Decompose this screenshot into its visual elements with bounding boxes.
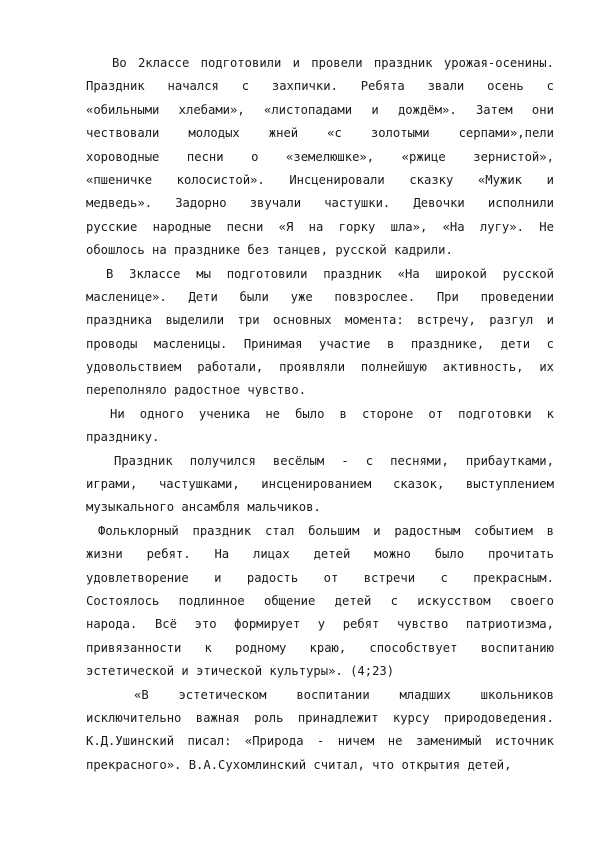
word: масленице». bbox=[86, 289, 167, 304]
word: родному bbox=[235, 640, 287, 655]
word: в bbox=[546, 523, 554, 538]
word: чувство. bbox=[247, 383, 307, 398]
word: празднику. bbox=[86, 430, 160, 445]
word: Ни bbox=[110, 406, 125, 421]
text-line bbox=[86, 216, 554, 239]
word: встречи bbox=[363, 570, 416, 585]
word: и bbox=[292, 56, 300, 70]
word: на bbox=[152, 243, 167, 258]
word: удовольствием bbox=[86, 360, 182, 375]
text-line bbox=[86, 309, 554, 332]
word: чествовали bbox=[86, 126, 160, 141]
text-line bbox=[86, 403, 554, 426]
word: искусством bbox=[417, 593, 491, 608]
text-line bbox=[86, 707, 554, 730]
word: Праздник bbox=[114, 453, 173, 468]
word: эстетическом bbox=[178, 687, 267, 702]
word: к bbox=[204, 640, 212, 655]
word: русской bbox=[502, 266, 554, 281]
word: медведь». bbox=[86, 196, 153, 211]
word: краю, bbox=[309, 640, 347, 655]
word: русские bbox=[86, 219, 138, 234]
word: встречу, bbox=[417, 313, 476, 328]
word: что bbox=[372, 757, 395, 772]
word: младших bbox=[399, 687, 451, 702]
word: с bbox=[241, 79, 250, 94]
word: Не bbox=[539, 219, 554, 234]
word: 2классе bbox=[137, 56, 190, 70]
text-line bbox=[86, 590, 554, 613]
word: Принимая bbox=[243, 336, 303, 351]
document-body bbox=[86, 52, 554, 777]
word: детей bbox=[334, 593, 372, 608]
word: «земелюшке», bbox=[286, 149, 375, 164]
text-line bbox=[86, 169, 554, 192]
word: «обильными bbox=[86, 102, 160, 117]
word: песни bbox=[226, 219, 264, 234]
word: без bbox=[247, 243, 270, 258]
word: Состоялось bbox=[86, 593, 160, 608]
word: золотыми bbox=[370, 126, 430, 141]
word: Инсценировали bbox=[289, 172, 385, 187]
word: этической bbox=[196, 664, 263, 679]
word: эстетической bbox=[86, 664, 175, 679]
word: праздника bbox=[86, 313, 153, 328]
word: ничем bbox=[337, 734, 375, 749]
word: Задорно bbox=[175, 196, 227, 211]
word: радость bbox=[246, 570, 299, 585]
word: «Я bbox=[278, 219, 294, 234]
paragraph bbox=[86, 52, 554, 263]
word: уже bbox=[290, 289, 313, 304]
word: детей, bbox=[467, 757, 512, 772]
word: «листопадами bbox=[263, 102, 353, 117]
word: дети bbox=[500, 336, 531, 351]
text-line bbox=[86, 75, 554, 98]
word: русской bbox=[335, 243, 387, 258]
word: (4;23) bbox=[350, 664, 395, 679]
word: источник bbox=[495, 734, 554, 749]
word: серпами»,пели bbox=[458, 126, 554, 141]
word: полнейшую bbox=[360, 360, 427, 375]
word: с bbox=[365, 453, 374, 468]
word: - bbox=[316, 734, 325, 749]
word: частушками, bbox=[158, 477, 240, 492]
word: ученика bbox=[198, 406, 251, 421]
word: и bbox=[546, 313, 554, 328]
text-line bbox=[86, 637, 554, 660]
word: инсценированием bbox=[261, 477, 372, 492]
word: лугу». bbox=[479, 219, 524, 234]
word: важная bbox=[195, 710, 240, 725]
word: молодых bbox=[188, 126, 240, 141]
word: «Природа bbox=[244, 734, 304, 749]
word: событием bbox=[474, 523, 533, 538]
text-line bbox=[86, 473, 554, 496]
word: исполнили bbox=[487, 196, 554, 211]
word: праздник bbox=[323, 266, 382, 281]
word: народные bbox=[152, 219, 212, 234]
word: музыкального bbox=[86, 500, 175, 515]
word: колосистой». bbox=[176, 172, 265, 187]
word: прочитать bbox=[487, 547, 554, 562]
word: основных bbox=[272, 313, 332, 328]
word: обошлось bbox=[86, 243, 145, 258]
word: с bbox=[546, 336, 554, 351]
word: и bbox=[371, 102, 379, 117]
word: детей bbox=[313, 547, 351, 562]
word: зернистой», bbox=[473, 149, 554, 164]
word: ребят bbox=[342, 617, 380, 632]
word: Во bbox=[112, 56, 127, 70]
word: провели bbox=[311, 56, 363, 70]
word: было bbox=[295, 406, 325, 421]
word: большим bbox=[308, 523, 360, 538]
paragraph bbox=[86, 520, 554, 684]
word: «с bbox=[327, 126, 342, 141]
paragraph bbox=[86, 684, 554, 778]
text-line bbox=[86, 450, 554, 473]
word: праздник bbox=[192, 523, 252, 538]
text-line bbox=[86, 567, 554, 590]
word: стороне bbox=[361, 406, 414, 421]
text-line bbox=[86, 146, 554, 169]
word: формирует bbox=[234, 617, 301, 632]
word: заменимый bbox=[415, 734, 482, 749]
word: на bbox=[308, 219, 324, 234]
word: общение bbox=[263, 593, 316, 608]
word: песнями, bbox=[390, 453, 449, 468]
word: В.А.Сухомлинский bbox=[188, 757, 307, 772]
text-line bbox=[86, 520, 554, 543]
word: «На bbox=[397, 266, 420, 281]
word: кадрили. bbox=[394, 243, 453, 258]
word: - bbox=[341, 453, 349, 468]
word: считал, bbox=[313, 757, 365, 772]
word: подлинное bbox=[178, 593, 245, 608]
word: При bbox=[436, 289, 459, 304]
word: принадлежит bbox=[297, 710, 379, 725]
word: На bbox=[214, 547, 230, 562]
word: исключительно bbox=[86, 710, 182, 725]
word: В bbox=[106, 266, 114, 281]
word: стал bbox=[264, 523, 295, 538]
word: проведении bbox=[480, 289, 554, 304]
word: воспитании bbox=[296, 687, 370, 702]
word: и bbox=[373, 523, 381, 538]
word: «В bbox=[134, 687, 149, 702]
word: мальчиков. bbox=[247, 500, 321, 515]
word: открытия bbox=[401, 757, 461, 772]
word: Фольклорный bbox=[98, 523, 179, 538]
word: к bbox=[546, 406, 554, 421]
word: народа. bbox=[86, 617, 138, 632]
word: были bbox=[239, 289, 269, 304]
word: способствует bbox=[369, 640, 458, 655]
word: и bbox=[214, 570, 222, 585]
word: разгул bbox=[489, 313, 534, 328]
word: урожая-осенины. bbox=[443, 56, 554, 70]
text-line bbox=[86, 754, 554, 777]
text-line bbox=[86, 613, 554, 636]
word: школьников bbox=[480, 687, 554, 702]
text-line bbox=[86, 263, 554, 286]
word: Праздник bbox=[86, 79, 145, 94]
word: привязанности bbox=[86, 640, 182, 655]
word: «пшеничке bbox=[86, 172, 153, 187]
text-line bbox=[86, 684, 554, 707]
word: «ржице bbox=[401, 149, 446, 164]
word: и bbox=[181, 664, 189, 679]
word: и bbox=[546, 172, 554, 187]
word: горку bbox=[338, 219, 376, 234]
word: Ребята bbox=[360, 79, 405, 94]
text-line bbox=[86, 122, 554, 145]
word: с bbox=[440, 570, 448, 585]
text-line bbox=[86, 660, 554, 683]
word: культуры». bbox=[269, 664, 343, 679]
word: курсу bbox=[392, 710, 430, 725]
word: К.Д.Ушинский bbox=[86, 734, 175, 749]
word: сказку bbox=[409, 172, 454, 187]
word: проводы bbox=[86, 336, 138, 351]
word: жней bbox=[268, 126, 299, 141]
text-line bbox=[86, 192, 554, 215]
word: жизни bbox=[86, 547, 123, 562]
word: «Мужик bbox=[477, 172, 522, 187]
word: проявляли bbox=[279, 360, 346, 375]
text-line bbox=[86, 99, 554, 122]
word: Дети bbox=[188, 289, 218, 304]
word: мы bbox=[196, 266, 211, 281]
word: одного bbox=[139, 406, 184, 421]
word: звали bbox=[427, 79, 465, 94]
text-line bbox=[86, 496, 554, 519]
word: с bbox=[390, 593, 398, 608]
word: Всё bbox=[154, 617, 177, 632]
word: осень bbox=[487, 79, 524, 94]
word: ребят. bbox=[146, 547, 191, 562]
word: сказок, bbox=[392, 477, 445, 492]
word: захпички. bbox=[271, 79, 338, 94]
word: момента: bbox=[345, 313, 404, 328]
word: активность, bbox=[442, 360, 524, 375]
word: радостным bbox=[394, 523, 461, 538]
word: подготовили bbox=[200, 56, 282, 70]
word: празднике bbox=[174, 243, 241, 258]
word: широкой bbox=[435, 266, 487, 281]
word: подготовки bbox=[458, 406, 532, 421]
word: звучали bbox=[249, 196, 302, 211]
word: празднике, bbox=[410, 336, 485, 351]
word: в bbox=[386, 336, 395, 351]
word: праздник bbox=[373, 56, 433, 70]
text-line bbox=[86, 426, 554, 449]
word: ансамбля bbox=[181, 500, 241, 515]
text-line bbox=[86, 730, 554, 753]
word: танцев, bbox=[276, 243, 329, 258]
word: лицах bbox=[253, 547, 290, 562]
word: весёлым bbox=[272, 453, 325, 468]
word: частушки. bbox=[324, 196, 391, 211]
paragraph bbox=[86, 403, 554, 450]
word: это bbox=[194, 617, 217, 632]
text-line bbox=[86, 333, 554, 356]
word: участие bbox=[319, 336, 371, 351]
word: начался bbox=[167, 79, 219, 94]
word: масленицы. bbox=[153, 336, 228, 351]
word: удовлетворение bbox=[86, 570, 189, 585]
word: хлебами», bbox=[178, 102, 245, 117]
word: три bbox=[237, 313, 260, 328]
word: писал: bbox=[187, 734, 232, 749]
word: их bbox=[539, 360, 554, 375]
word: играми, bbox=[86, 477, 138, 492]
word: дождём». bbox=[397, 102, 457, 117]
word: было bbox=[434, 547, 465, 562]
word: 3классе bbox=[129, 266, 181, 281]
word: Затем bbox=[475, 102, 513, 117]
word: от bbox=[428, 406, 444, 421]
word: патриотизма, bbox=[465, 617, 554, 632]
word: с bbox=[546, 79, 554, 94]
word: радостное bbox=[174, 383, 241, 398]
word: от bbox=[323, 570, 339, 585]
text-line bbox=[86, 52, 554, 75]
word: прибаутками, bbox=[465, 453, 554, 468]
word: получился bbox=[189, 453, 256, 468]
word: прекрасным. bbox=[473, 570, 554, 585]
word: работали, bbox=[197, 360, 264, 375]
text-line bbox=[86, 286, 554, 309]
paragraph bbox=[86, 450, 554, 520]
word: песни bbox=[186, 149, 224, 164]
word: своего bbox=[509, 593, 554, 608]
word: выступлением bbox=[465, 477, 554, 492]
word: воспитанию bbox=[480, 640, 554, 655]
word: у bbox=[317, 617, 326, 632]
word: можно bbox=[374, 547, 411, 562]
word: повзрослее. bbox=[334, 289, 416, 304]
word: природоведения. bbox=[443, 710, 554, 725]
word: прекрасного». bbox=[86, 757, 182, 772]
word: чувство bbox=[396, 617, 449, 632]
word: о bbox=[251, 149, 259, 164]
text-line bbox=[86, 379, 554, 402]
word: Девочки bbox=[413, 196, 465, 211]
text-line bbox=[86, 239, 554, 262]
word: роль bbox=[254, 710, 284, 725]
word: в bbox=[339, 406, 347, 421]
word: выделили bbox=[165, 313, 225, 328]
word: они bbox=[531, 102, 554, 117]
paragraph bbox=[86, 263, 554, 403]
word: не bbox=[387, 734, 403, 749]
word: переполняло bbox=[86, 383, 167, 398]
word: хороводные bbox=[86, 149, 160, 164]
word: подготовили bbox=[226, 266, 308, 281]
text-line bbox=[86, 543, 554, 566]
word: «На bbox=[442, 219, 465, 234]
text-line bbox=[86, 356, 554, 379]
word: шла», bbox=[390, 219, 428, 234]
word: не bbox=[265, 406, 281, 421]
